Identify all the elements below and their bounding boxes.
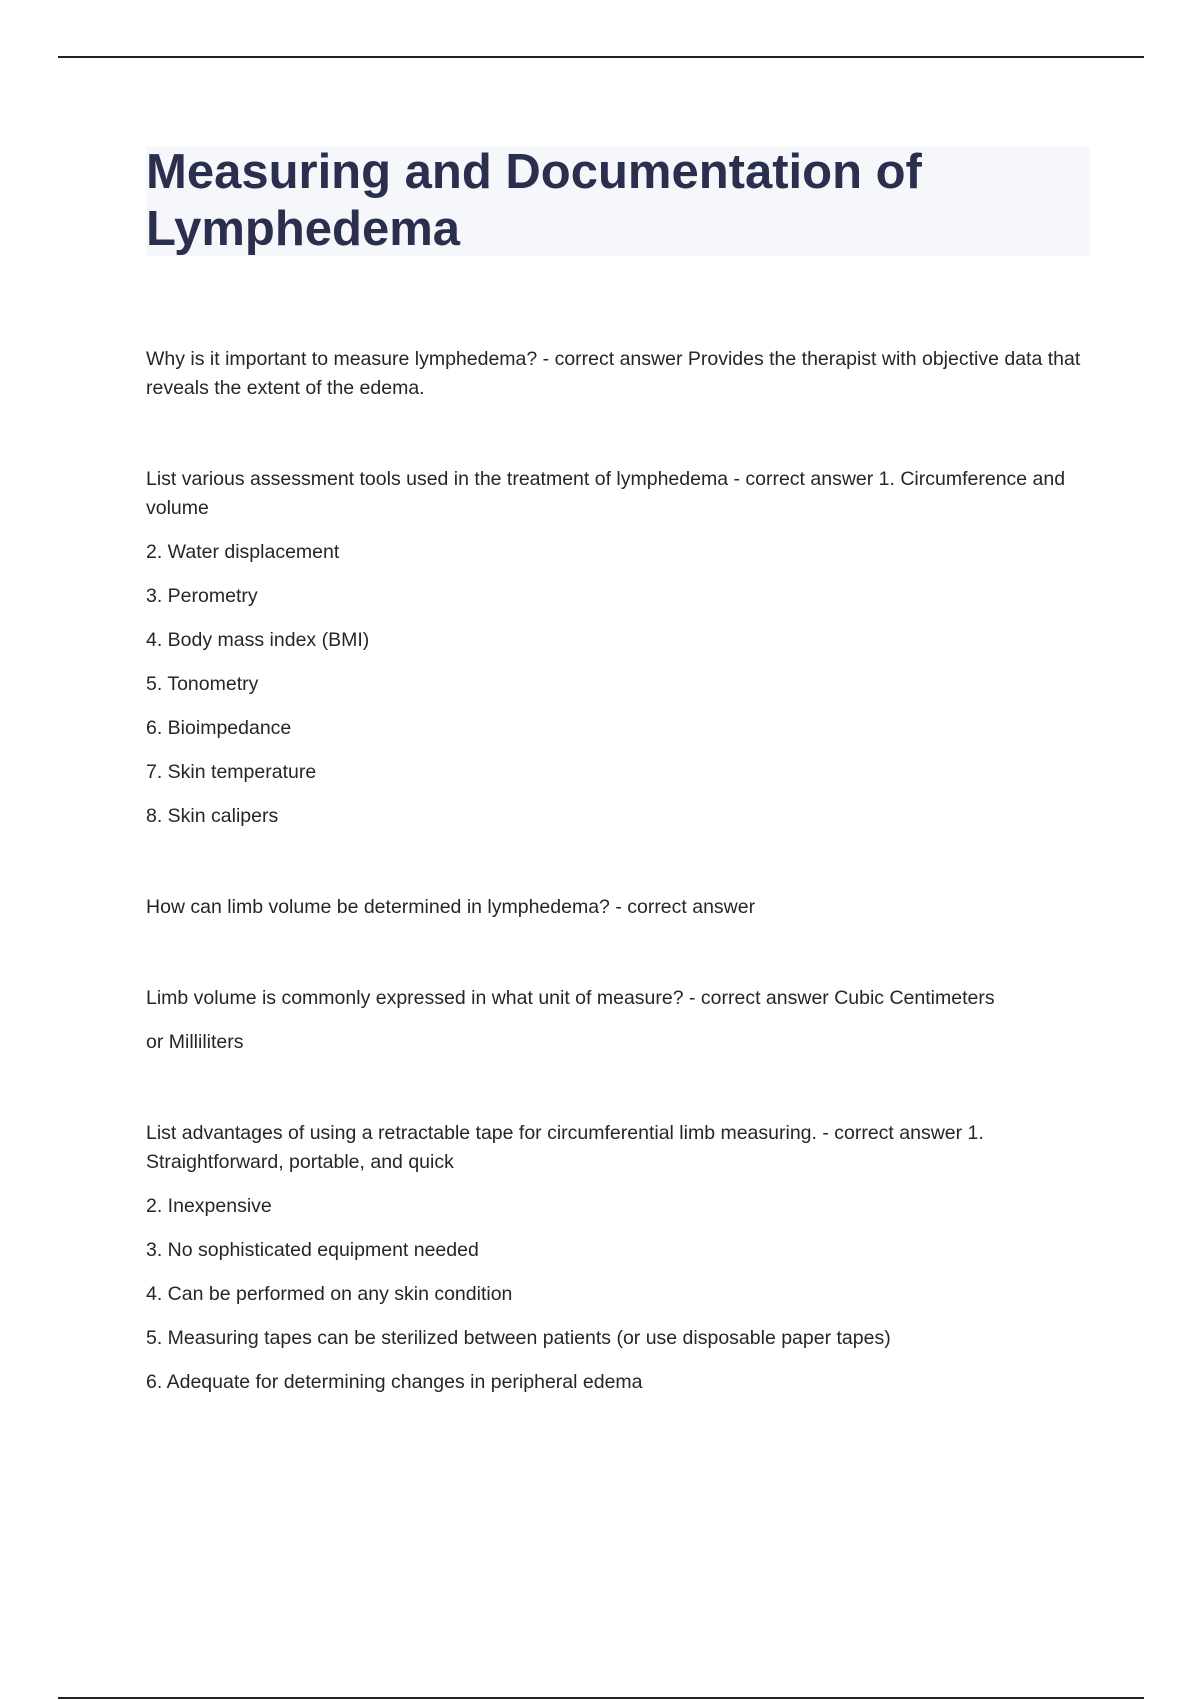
list-item: 6. Bioimpedance <box>146 717 292 739</box>
list-item: 3. No sophisticated equipment needed <box>146 1239 479 1261</box>
list-item: 5. Tonometry <box>146 673 259 695</box>
list-item: 4. Body mass index (BMI) <box>146 629 370 651</box>
list-item: 3. Perometry <box>146 585 258 607</box>
bottom-rule <box>58 1697 1144 1699</box>
document-title: Measuring and Documentation of Lymphedema <box>146 145 922 256</box>
list-item: 5. Measuring tapes can be sterilized between patients (or use disposable paper tapes) <box>146 1327 891 1349</box>
list-item: 2. Inexpensive <box>146 1195 272 1217</box>
list-item: 6. Adequate for determining changes in peripheral edema <box>146 1371 643 1393</box>
answer-continuation: or Milliliters <box>146 1031 244 1053</box>
question-answer-2: List various assessment tools used in the treatment of lymphedema - correct answer 1. Circumference and volume <box>146 468 1066 519</box>
list-item: 8. Skin calipers <box>146 805 279 827</box>
question-answer-4: Limb volume is commonly expressed in what unit of measure? - correct answer Cubic Centimeters <box>146 987 995 1009</box>
question-answer-3: How can limb volume be determined in lymphedema? - correct answer <box>146 896 756 918</box>
list-item: 2. Water displacement <box>146 541 340 563</box>
list-item: 7. Skin temperature <box>146 761 317 783</box>
question-answer-5: List advantages of using a retractable tape for circumferential limb measuring. - correct answer 1. Straightforward, portable, and quick <box>146 1122 984 1173</box>
top-rule <box>58 56 1144 58</box>
list-item: 4. Can be performed on any skin condition <box>146 1283 513 1305</box>
question-answer-1: Why is it important to measure lymphedema? - correct answer Provides the therapist with objective data that reveals the extent of the edema. <box>146 348 1081 399</box>
document-body <box>146 345 1086 1397</box>
